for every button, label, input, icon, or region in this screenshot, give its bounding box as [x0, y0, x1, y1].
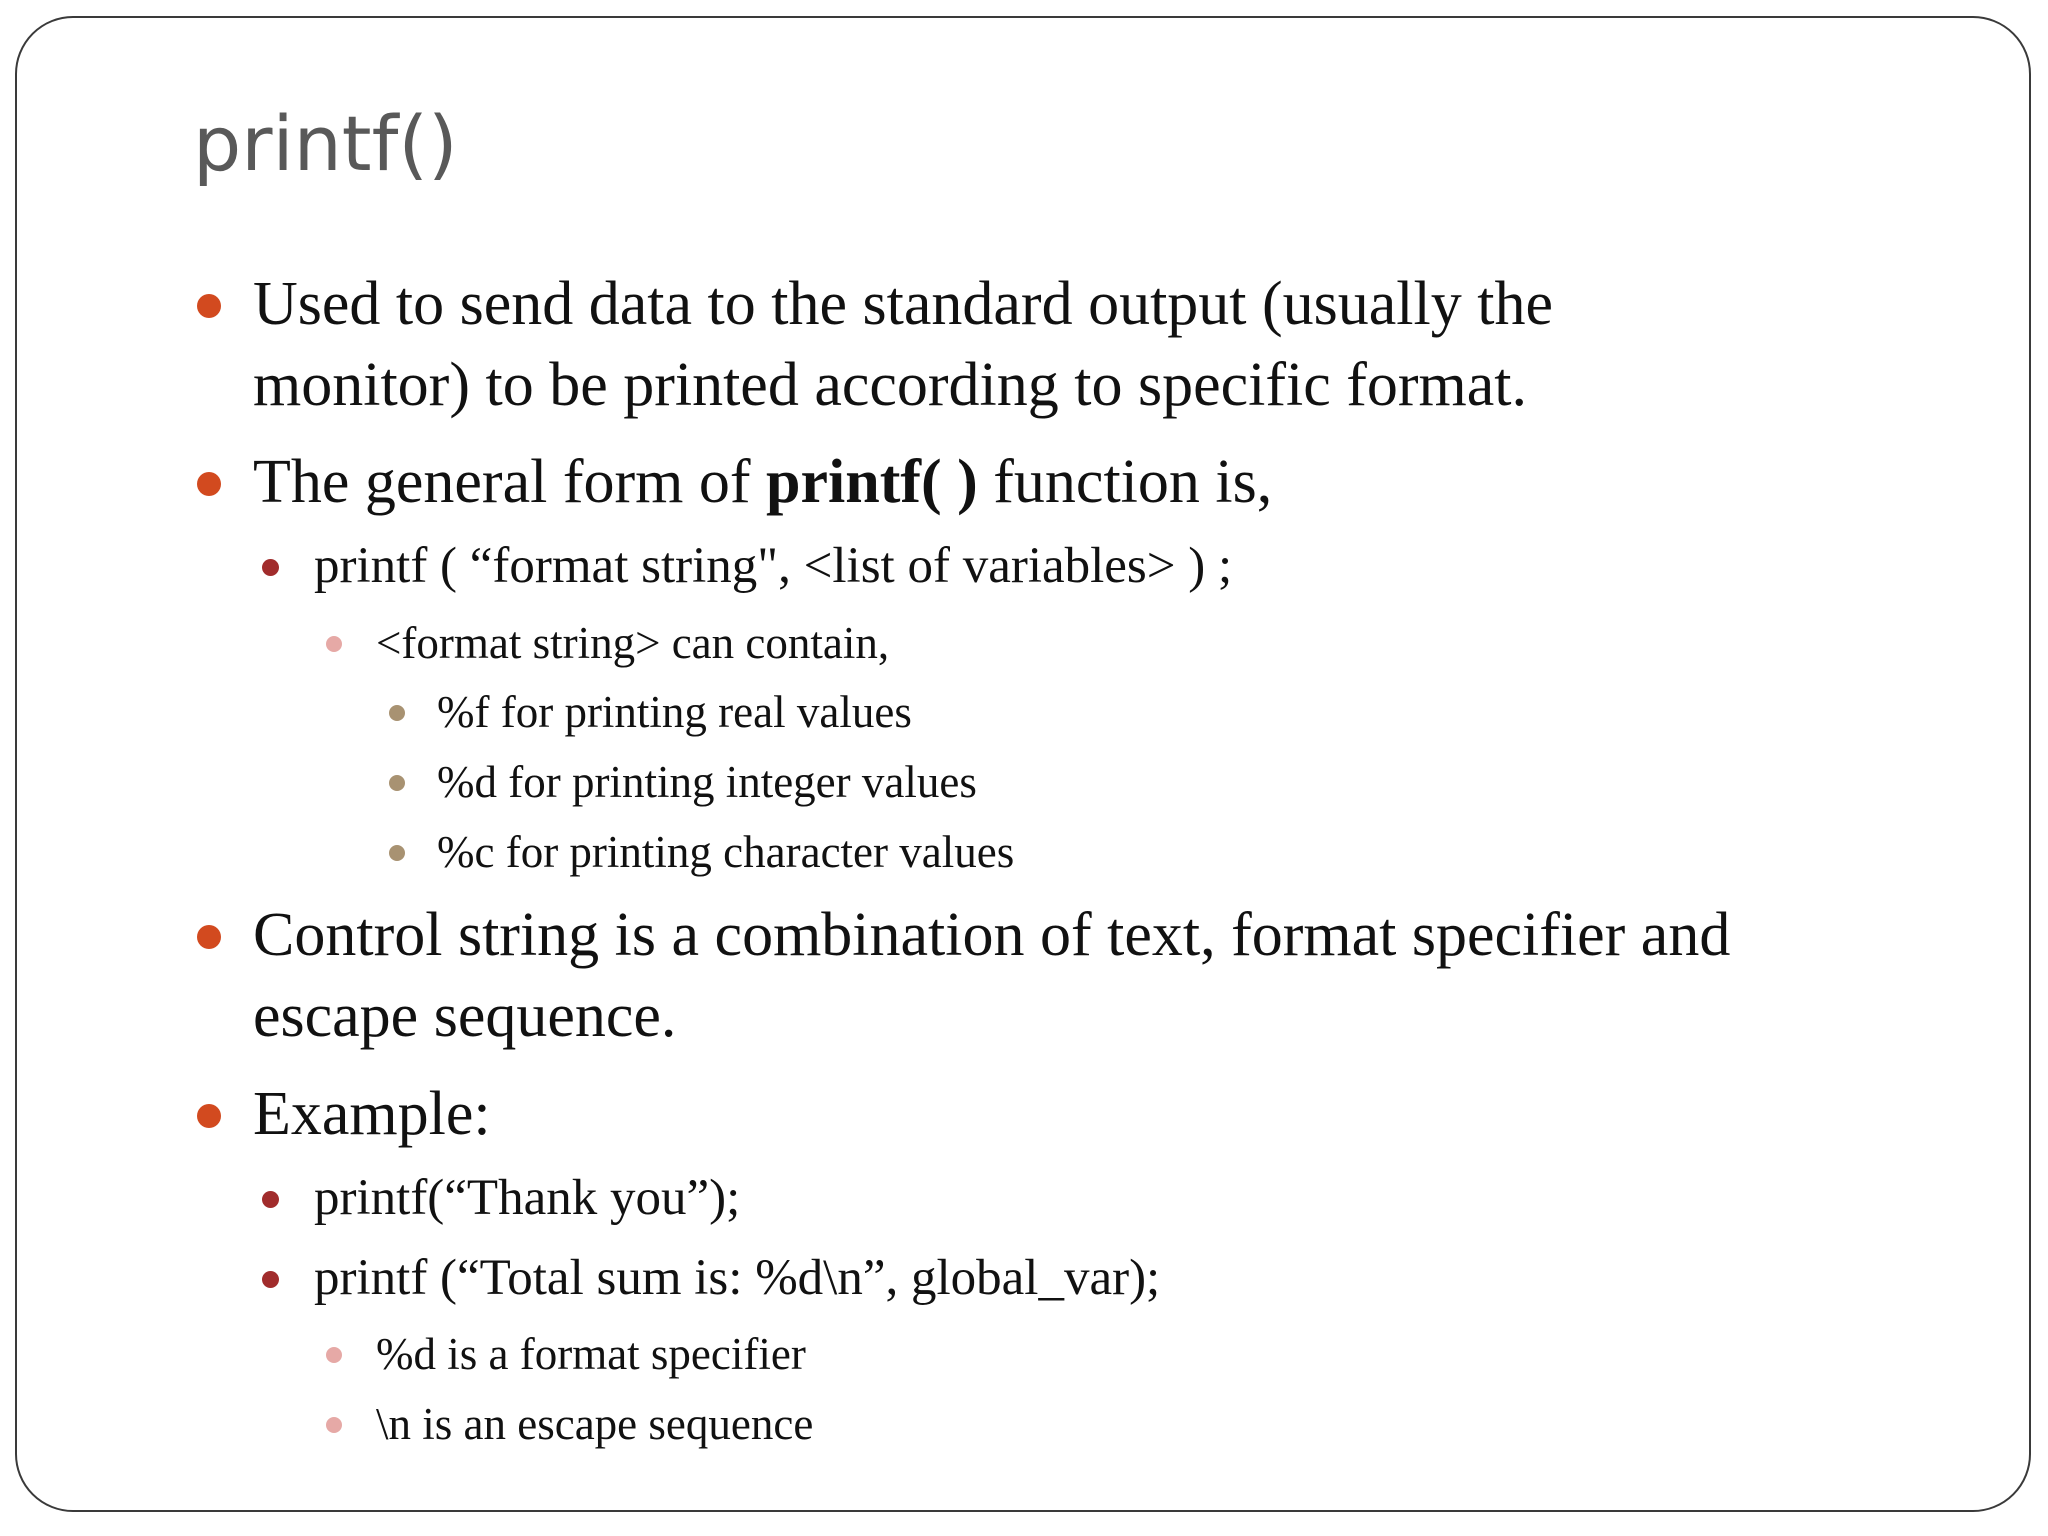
bullet-item-percent-f [437, 683, 912, 741]
bullet-dot-icon [326, 1347, 342, 1363]
bullet-text: printf(“Thank you”); [314, 1170, 741, 1226]
bullet-item-standard-output [253, 264, 1553, 426]
bullet-dot-icon [197, 1104, 221, 1128]
slide-title: printf() [193, 99, 458, 188]
bullet-text-line: Used to send data to the standard output (usually the [253, 270, 1554, 338]
bullet-text [253, 442, 1272, 523]
bullet-dot-icon [326, 636, 342, 652]
bullet-dot-icon [389, 775, 405, 791]
bullet-item-general-form [253, 442, 1272, 523]
slide [15, 16, 2031, 1512]
bullet-text: Example: [253, 1080, 491, 1148]
bullet-item-example [253, 1074, 491, 1155]
bullet-dot-icon [197, 294, 221, 318]
bullet-text: \n is an escape sequence [376, 1399, 814, 1449]
bullet-item-thank-you [314, 1165, 740, 1231]
bullet-dot-icon [197, 472, 221, 496]
bullet-item-format-string [376, 614, 889, 672]
bullet-text-line: monitor) to be printed according to specific format. [253, 351, 1528, 419]
bullet-item-percent-d [437, 753, 977, 811]
bullet-dot-icon [262, 559, 279, 576]
bullet-text: <format string> can contain, [376, 618, 890, 668]
bullet-text-plain: function is, [977, 448, 1273, 516]
bullet-item-percent-c [437, 823, 1014, 881]
bullet-item-control-string [253, 895, 1730, 1057]
bullet-item-format-specifier [376, 1325, 806, 1383]
bullet-dot-icon [389, 845, 405, 861]
bullet-item-escape-sequence [376, 1395, 813, 1453]
bullet-dot-icon [262, 1191, 279, 1208]
bullet-text: printf (“Total sum is: %d\n”, global_var); [314, 1250, 1161, 1306]
bullet-dot-icon [326, 1417, 342, 1433]
bullet-dot-icon [197, 925, 221, 949]
bullet-text: %c for printing character values [437, 827, 1015, 877]
bullet-text: %f for printing real values [437, 687, 912, 737]
bullet-dot-icon [389, 705, 405, 721]
bullet-text-plain: The general form of [253, 448, 766, 516]
bullet-text-bold: printf( ) [765, 448, 978, 516]
bullet-text-line: escape sequence. [253, 982, 677, 1050]
bullet-text: %d for printing integer values [437, 757, 977, 807]
bullet-item-total-sum [314, 1245, 1160, 1311]
bullet-item-printf-syntax [314, 533, 1232, 599]
bullet-text-line: Control string is a combination of text, format specifier and [253, 901, 1731, 969]
bullet-text: %d is a format specifier [376, 1329, 806, 1379]
bullet-text: printf ( “format string", <list of variables> ) ; [314, 538, 1233, 594]
bullet-dot-icon [262, 1271, 279, 1288]
